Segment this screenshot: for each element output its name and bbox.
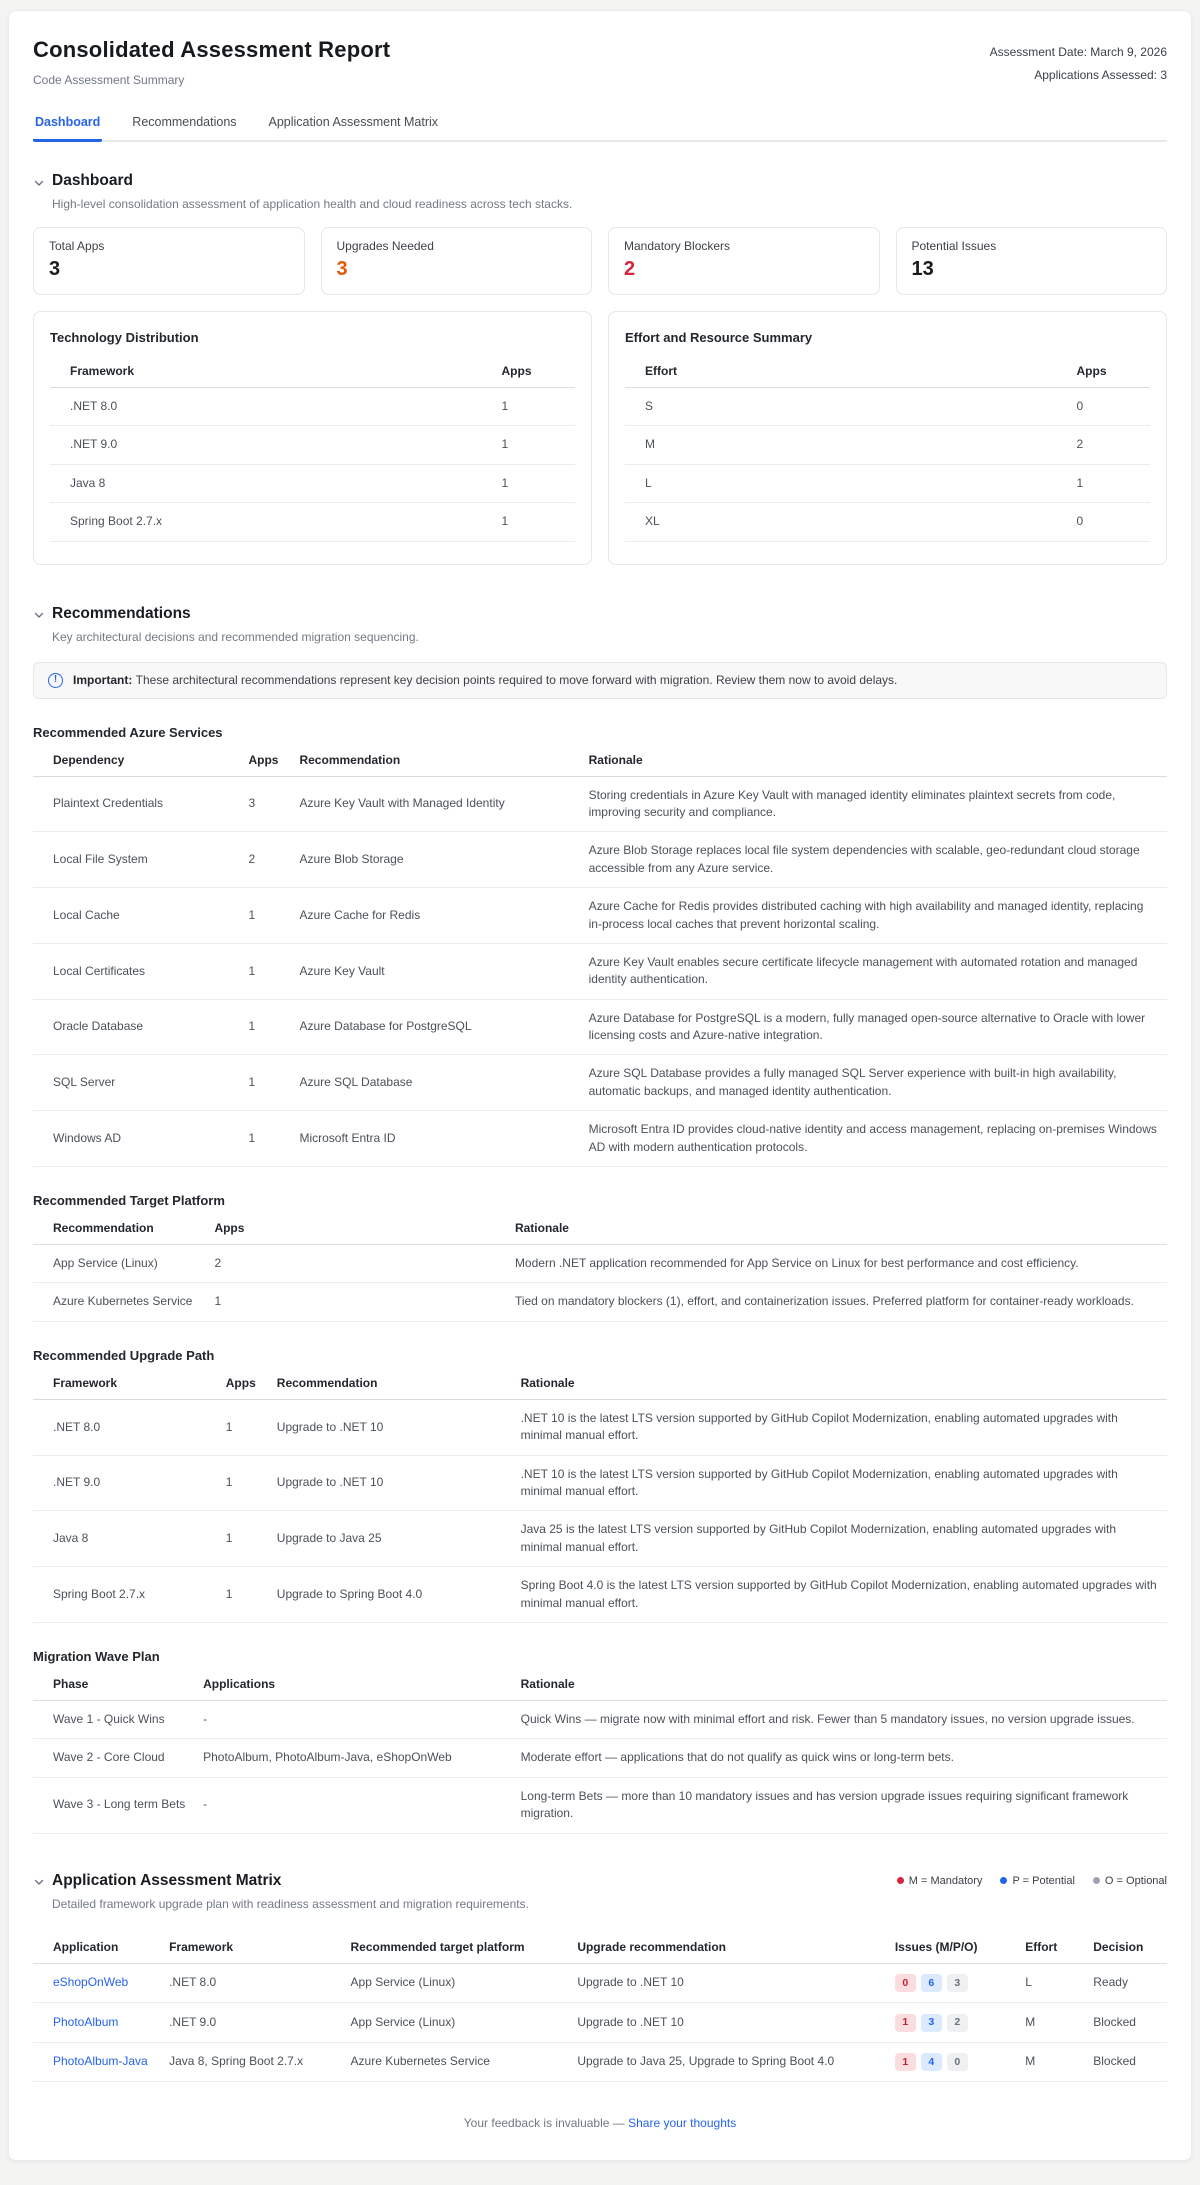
table-cell: Azure SQL Database provides a fully managed SQL Server experience with built-in high availability, automatic backups, and managed identity authentication.: [589, 1055, 1167, 1111]
application-cell: [33, 2042, 169, 2082]
table-cell: 0: [1077, 503, 1151, 541]
mandatory-badge: 0: [895, 1974, 916, 1992]
table-row: [33, 832, 1167, 888]
column-header: Apps: [214, 1212, 515, 1245]
table-cell: Azure Cache for Redis: [299, 888, 588, 944]
column-header: Rationale: [515, 1212, 1167, 1245]
table-cell: Spring Boot 2.7.x: [50, 503, 502, 541]
table-cell: 1: [226, 1399, 277, 1455]
stat-card-potential-issues: [896, 227, 1168, 295]
table-row: [33, 1245, 1167, 1283]
table-row: [33, 1111, 1167, 1167]
application-link[interactable]: PhotoAlbum: [53, 2014, 119, 2029]
application-link[interactable]: PhotoAlbum-Java: [53, 2054, 148, 2069]
stat-card-upgrades-needed: [321, 227, 593, 295]
table-row: [33, 1739, 1167, 1777]
potential-badge: 6: [921, 1974, 942, 1992]
table-cell: Storing credentials in Azure Key Vault with managed identity eliminates plaintext secrets from code, improving security and compliance.: [589, 776, 1167, 832]
column-header: Dependency: [33, 744, 248, 777]
column-header: Upgrade recommendation: [577, 1931, 895, 1964]
table-row: [33, 1511, 1167, 1567]
table-cell: Plaintext Credentials: [33, 776, 248, 832]
technology-distribution-panel: [33, 311, 592, 565]
assessment-matrix-table: [33, 1931, 1167, 2083]
table-cell: 2: [1077, 426, 1151, 464]
table-cell: .NET 9.0: [33, 1455, 226, 1511]
column-header: Recommendation: [277, 1367, 521, 1400]
target-platform-cell: App Service (Linux): [351, 1963, 578, 2003]
table-cell: .NET 9.0: [50, 426, 502, 464]
application-cell: [33, 2003, 169, 2043]
table-row: [33, 776, 1167, 832]
column-header: Apps: [226, 1367, 277, 1400]
table-cell: Wave 2 - Core Cloud: [33, 1739, 203, 1777]
table-cell: Azure Key Vault enables secure certificate lifecycle management with automated rotation and managed identity authentication.: [589, 943, 1167, 999]
table-cell: Moderate effort — applications that do not qualify as quick wins or long-term bets.: [521, 1739, 1167, 1777]
chevron-down-icon[interactable]: [33, 1876, 45, 1888]
upgrade-path-title: Recommended Upgrade Path: [33, 1347, 215, 1363]
column-header: Framework: [33, 1367, 226, 1400]
column-header: Rationale: [521, 1367, 1167, 1400]
issues-badges: [895, 2053, 968, 2071]
legend-optional: O = Optional: [1093, 1875, 1167, 1887]
dashboard-section-title: Dashboard: [52, 172, 133, 189]
tab-recommendations[interactable]: Recommendations: [130, 109, 238, 142]
wave-plan-title: Migration Wave Plan: [33, 1648, 160, 1664]
table-cell: Upgrade to .NET 10: [277, 1455, 521, 1511]
wave-plan-table: [33, 1668, 1167, 1834]
info-icon: !: [48, 673, 63, 688]
column-header: Apps: [248, 744, 299, 777]
share-thoughts-link[interactable]: Share your thoughts: [628, 2116, 737, 2131]
framework-cell: .NET 8.0: [169, 1963, 350, 2003]
issues-legend: [897, 1875, 1167, 1887]
stat-value: 3: [336, 258, 348, 280]
stat-value: 13: [911, 258, 934, 280]
table-cell: Azure Database for PostgreSQL is a modern, fully managed open-source alternative to Oracle with lower licensing costs and Azure-native integration.: [589, 999, 1167, 1055]
table-cell: Local File System: [33, 832, 248, 888]
application-link[interactable]: eShopOnWeb: [53, 1975, 129, 1990]
chevron-down-icon[interactable]: [33, 609, 45, 621]
table-cell: Wave 1 - Quick Wins: [33, 1700, 203, 1738]
tab-dashboard[interactable]: Dashboard: [33, 109, 102, 142]
table-cell: SQL Server: [33, 1055, 248, 1111]
stat-label: Upgrades Needed: [336, 239, 434, 253]
table-cell: Azure Blob Storage replaces local file system dependencies with scalable, geo-redundant cloud storage accessible from any Azure service.: [589, 832, 1167, 888]
footer-text: Your feedback is invaluable —: [463, 2116, 625, 2131]
table-cell: Long-term Bets — more than 10 mandatory issues and has version upgrade issues requiring significant framework migration.: [521, 1777, 1167, 1833]
target-platform-cell: App Service (Linux): [351, 2003, 578, 2043]
table-cell: 1: [248, 999, 299, 1055]
table-cell: Azure Key Vault with Managed Identity: [299, 776, 588, 832]
table-cell: -: [203, 1700, 521, 1738]
chevron-down-icon[interactable]: [33, 177, 45, 189]
column-header: Recommendation: [299, 744, 588, 777]
table-cell: 1: [502, 426, 576, 464]
table-cell: M: [625, 426, 1077, 464]
table-cell: Upgrade to Spring Boot 4.0: [277, 1567, 521, 1623]
effort-summary-table: [625, 355, 1150, 542]
stat-value: 3: [49, 258, 61, 280]
table-cell: 1: [248, 1111, 299, 1167]
table-row: [50, 388, 575, 426]
table-cell: Windows AD: [33, 1111, 248, 1167]
table-row: [50, 464, 575, 502]
table-row: [33, 1283, 1167, 1321]
table-cell: Azure SQL Database: [299, 1055, 588, 1111]
upgrade-recommendation-cell: Upgrade to .NET 10: [577, 1963, 895, 2003]
table-cell: 1: [226, 1511, 277, 1567]
optional-dot-icon: [1093, 1877, 1100, 1884]
recommendations-section-title: Recommendations: [52, 604, 191, 622]
column-header: Framework: [169, 1931, 350, 1964]
table-row: [625, 426, 1150, 464]
report-header: [33, 37, 1167, 87]
technology-distribution-table: [50, 355, 575, 542]
table-cell: Azure Cache for Redis provides distributed caching with high availability and managed identity, replacing in-process local caches that prevent horizontal scaling.: [589, 888, 1167, 944]
matrix-section-title: Application Assessment Matrix: [52, 1871, 282, 1889]
stat-value: 2: [624, 258, 636, 280]
table-cell: .NET 10 is the latest LTS version supported by GitHub Copilot Modernization, enabling automated upgrades with minimal manual effort.: [521, 1399, 1167, 1455]
table-cell: L: [625, 464, 1077, 502]
report-card: [8, 10, 1192, 2161]
table-row: [33, 1567, 1167, 1623]
mandatory-dot-icon: [897, 1877, 904, 1884]
table-cell: .NET 8.0: [50, 388, 502, 426]
table-cell: 1: [502, 503, 576, 541]
table-cell: 1: [502, 388, 576, 426]
table-cell: Oracle Database: [33, 999, 248, 1055]
target-platform-table: [33, 1212, 1167, 1322]
table-cell: 1: [248, 888, 299, 944]
table-row: [33, 943, 1167, 999]
table-cell: Tied on mandatory blockers (1), effort, and containerization issues. Preferred platform for container-ready workloads.: [515, 1283, 1167, 1321]
stat-label: Potential Issues: [911, 239, 997, 253]
assessment-date: Assessment Date: March 9, 2026: [989, 45, 1167, 59]
issues-badges: [895, 2014, 968, 2032]
column-header: Apps: [502, 355, 576, 388]
table-row: [33, 1777, 1167, 1833]
table-cell: 1: [502, 464, 576, 502]
target-platform-cell: Azure Kubernetes Service: [351, 2042, 578, 2082]
stat-label: Mandatory Blockers: [624, 239, 731, 253]
table-row: [33, 1455, 1167, 1511]
table-row: [50, 426, 575, 464]
effort-summary-panel: [608, 311, 1167, 565]
stat-cards: [33, 227, 1167, 295]
table-cell: 3: [248, 776, 299, 832]
table-cell: 1: [248, 943, 299, 999]
table-cell: 0: [1077, 388, 1151, 426]
potential-badge: 3: [921, 2014, 942, 2032]
table-cell: 1: [226, 1567, 277, 1623]
table-row: [625, 388, 1150, 426]
issues-cell: [895, 2042, 1025, 2082]
potential-badge: 4: [921, 2053, 942, 2071]
effort-cell: M: [1025, 2042, 1093, 2082]
table-cell: Spring Boot 4.0 is the latest LTS version supported by GitHub Copilot Modernization, enabling automated upgrades with minimal manual effort.: [521, 1567, 1167, 1623]
stat-card-mandatory-blockers: [608, 227, 880, 295]
column-header: Effort: [1025, 1931, 1093, 1964]
decision-cell: Blocked: [1093, 2003, 1167, 2043]
dashboard-section: [33, 172, 1167, 565]
table-row: [33, 2003, 1167, 2043]
optional-badge: 2: [947, 2014, 968, 2032]
important-banner: [33, 662, 1167, 699]
stat-card-total-apps: [33, 227, 305, 295]
table-cell: Java 8: [33, 1511, 226, 1567]
column-header: Recommended target platform: [351, 1931, 578, 1964]
effort-cell: M: [1025, 2003, 1093, 2043]
upgrade-recommendation-cell: Upgrade to Java 25, Upgrade to Spring Boot 4.0: [577, 2042, 895, 2082]
table-cell: .NET 8.0: [33, 1399, 226, 1455]
table-cell: Azure Blob Storage: [299, 832, 588, 888]
table-row: [625, 464, 1150, 502]
dashboard-panels: [33, 311, 1167, 565]
table-cell: 2: [214, 1245, 515, 1283]
optional-badge: 3: [947, 1974, 968, 1992]
table-cell: Local Certificates: [33, 943, 248, 999]
table-cell: Microsoft Entra ID: [299, 1111, 588, 1167]
column-header: Decision: [1093, 1931, 1167, 1964]
issues-cell: [895, 2003, 1025, 2043]
table-cell: Quick Wins — migrate now with minimal effort and risk. Fewer than 5 mandatory issues, no version upgrade issues.: [521, 1700, 1167, 1738]
column-header: Phase: [33, 1668, 203, 1701]
issues-badges: [895, 1974, 968, 1992]
column-header: Rationale: [521, 1668, 1167, 1701]
issues-cell: [895, 1963, 1025, 2003]
table-row: [33, 1055, 1167, 1111]
upgrade-path-table: [33, 1367, 1167, 1623]
column-header: Application: [33, 1931, 169, 1964]
legend-potential: P = Potential: [1000, 1875, 1074, 1887]
potential-dot-icon: [1000, 1877, 1007, 1884]
table-cell: S: [625, 388, 1077, 426]
important-banner-text: Important: These architectural recommendations represent key decision points required to move forward with migration. Review them now to avoid delays.: [73, 673, 898, 688]
azure-services-table: [33, 744, 1167, 1167]
applications-assessed: Applications Assessed: 3: [1034, 67, 1167, 82]
table-cell: Java 8: [50, 464, 502, 502]
table-cell: -: [203, 1777, 521, 1833]
decision-cell: Ready: [1093, 1963, 1167, 2003]
table-cell: Azure Kubernetes Service: [33, 1283, 214, 1321]
page-subtitle: Code Assessment Summary: [33, 73, 185, 87]
table-cell: 1: [226, 1455, 277, 1511]
column-header: Effort: [625, 355, 1077, 388]
table-cell: Upgrade to Java 25: [277, 1511, 521, 1567]
mandatory-badge: 1: [895, 2053, 916, 2071]
panel-title: Effort and Resource Summary: [625, 330, 813, 345]
table-cell: Java 25 is the latest LTS version supported by GitHub Copilot Modernization, enabling automated upgrades with minimal manual effort.: [521, 1511, 1167, 1567]
matrix-section-description: Detailed framework upgrade plan with readiness assessment and migration requirements.: [52, 1896, 529, 1911]
column-header: Recommendation: [33, 1212, 214, 1245]
table-cell: App Service (Linux): [33, 1245, 214, 1283]
table-cell: Microsoft Entra ID provides cloud-native identity and access management, replacing on-premises Windows AD with modern authentication protocols.: [589, 1111, 1167, 1167]
table-cell: Azure Database for PostgreSQL: [299, 999, 588, 1055]
table-cell: .NET 10 is the latest LTS version supported by GitHub Copilot Modernization, enabling automated upgrades with minimal manual effort.: [521, 1455, 1167, 1511]
table-cell: XL: [625, 503, 1077, 541]
framework-cell: Java 8, Spring Boot 2.7.x: [169, 2042, 350, 2082]
table-cell: Spring Boot 2.7.x: [33, 1567, 226, 1623]
application-cell: [33, 1963, 169, 2003]
legend-mandatory: M = Mandatory: [897, 1875, 983, 1887]
report-footer: [33, 2116, 1167, 2130]
matrix-section: [33, 1872, 1167, 2083]
table-row: [33, 1700, 1167, 1738]
table-cell: Wave 3 - Long term Bets: [33, 1777, 203, 1833]
panel-title: Technology Distribution: [50, 330, 199, 345]
tab-bar: [33, 109, 1167, 142]
stat-label: Total Apps: [49, 239, 105, 253]
column-header: Apps: [1077, 355, 1151, 388]
table-row: [625, 503, 1150, 541]
effort-cell: L: [1025, 1963, 1093, 2003]
table-cell: 2: [248, 832, 299, 888]
column-header: Framework: [50, 355, 502, 388]
table-cell: 1: [1077, 464, 1151, 502]
target-platform-title: Recommended Target Platform: [33, 1193, 225, 1209]
mandatory-badge: 1: [895, 2014, 916, 2032]
recommendations-section-description: Key architectural decisions and recommended migration sequencing.: [52, 629, 419, 644]
table-row: [33, 888, 1167, 944]
framework-cell: .NET 9.0: [169, 2003, 350, 2043]
azure-services-title: Recommended Azure Services: [33, 724, 223, 740]
table-cell: PhotoAlbum, PhotoAlbum-Java, eShopOnWeb: [203, 1739, 521, 1777]
dashboard-section-description: High-level consolidation assessment of application health and cloud readiness across tech stacks.: [52, 197, 573, 211]
decision-cell: Blocked: [1093, 2042, 1167, 2082]
column-header: Issues (M/P/O): [895, 1931, 1025, 1964]
column-header: Rationale: [589, 744, 1167, 777]
table-row: [50, 503, 575, 541]
optional-badge: 0: [947, 2053, 968, 2071]
table-cell: 1: [214, 1283, 515, 1321]
table-row: [33, 999, 1167, 1055]
table-cell: Azure Key Vault: [299, 943, 588, 999]
table-cell: 1: [248, 1055, 299, 1111]
table-cell: Modern .NET application recommended for App Service on Linux for best performance and cost efficiency.: [515, 1245, 1167, 1283]
column-header: Applications: [203, 1668, 521, 1701]
page-title: Consolidated Assessment Report: [33, 37, 391, 62]
table-cell: Local Cache: [33, 888, 248, 944]
table-row: [33, 1399, 1167, 1455]
recommendations-section: [33, 605, 1167, 1834]
table-row: [33, 2042, 1167, 2082]
tab-assessment-matrix[interactable]: Application Assessment Matrix: [267, 109, 441, 142]
upgrade-recommendation-cell: Upgrade to .NET 10: [577, 2003, 895, 2043]
table-row: [33, 1963, 1167, 2003]
table-cell: Upgrade to .NET 10: [277, 1399, 521, 1455]
